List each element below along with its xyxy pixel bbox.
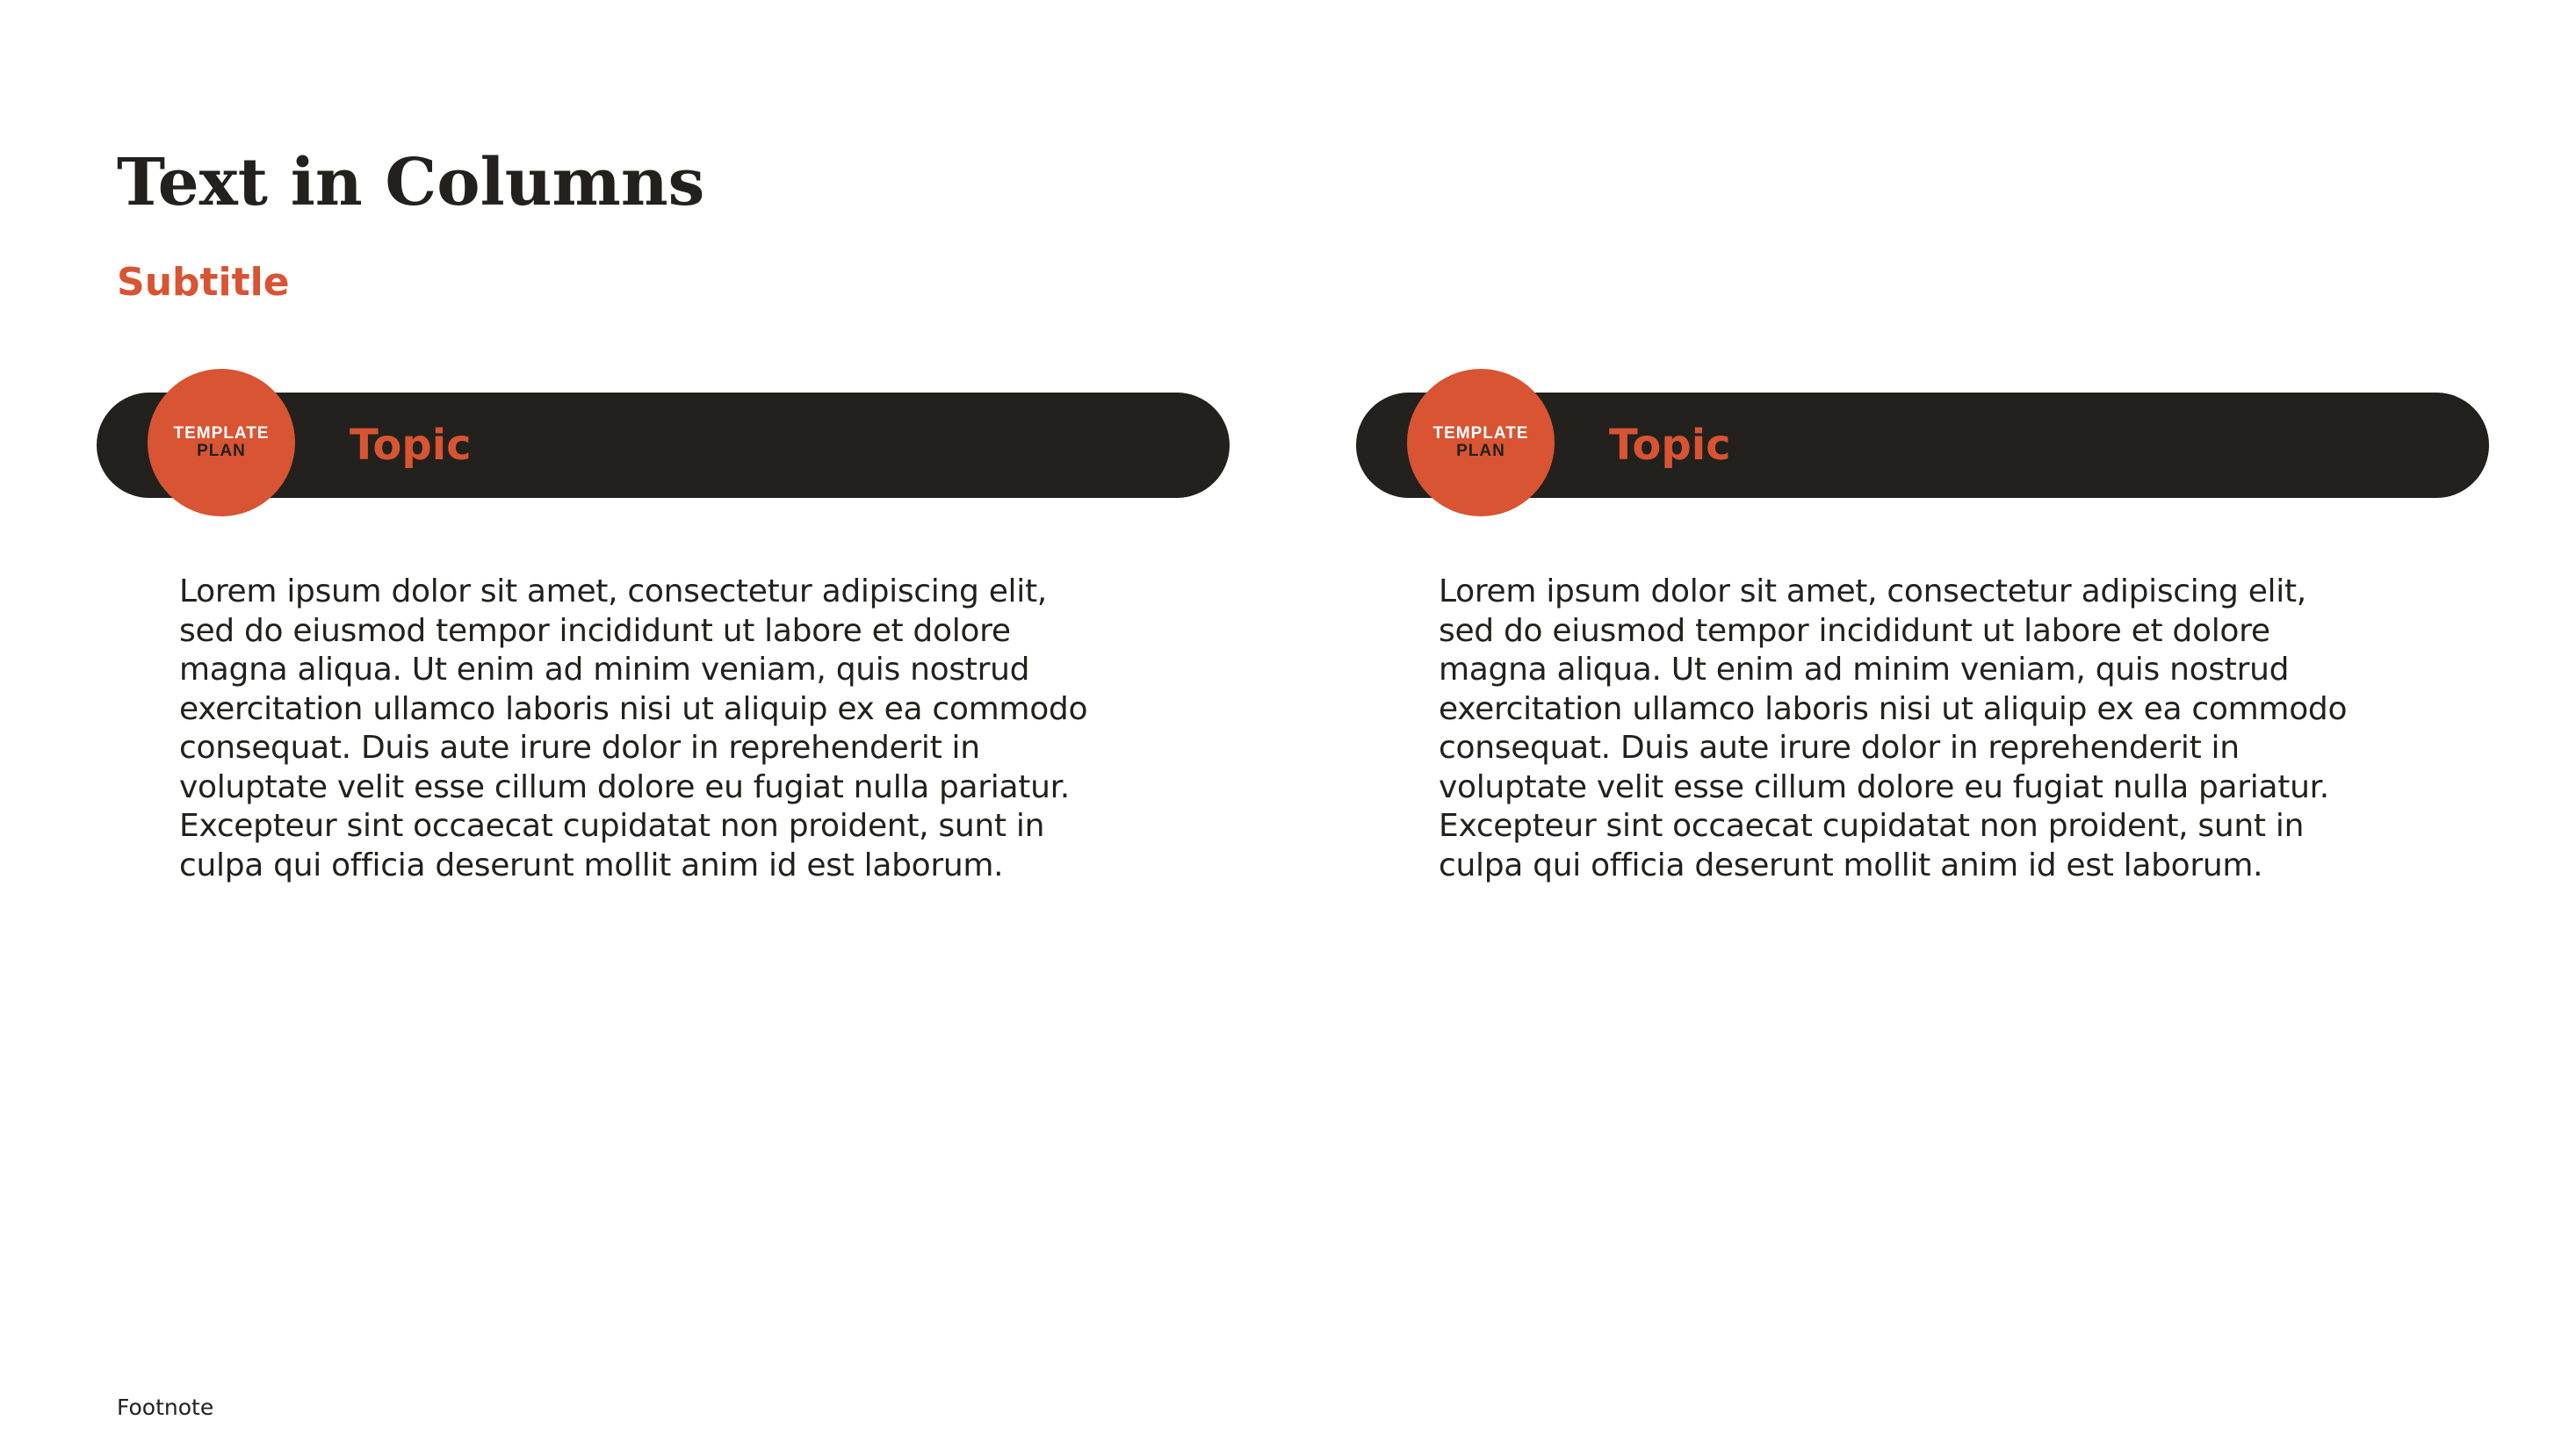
footnote: Footnote xyxy=(117,1395,214,1420)
topic-heading: Topic xyxy=(1609,421,1731,470)
column-right xyxy=(1356,369,2489,913)
template-plan-logo-badge xyxy=(1407,369,1555,516)
slide-subtitle: Subtitle xyxy=(117,260,290,305)
badge-line-2: PLAN xyxy=(1456,442,1505,460)
badge-line-1: TEMPLATE xyxy=(1432,424,1529,443)
column-body-text: Lorem ipsum dolor sit amet, consectetur adipiscing elit, sed do eiusmod tempor incididunt ut labore et dolore magna aliqua. Ut enim ad minim veniam, quis nostrud exercitation ullamco laboris nisi ut aliquip ex ea commodo consequat. Duis aute irure dolor in reprehenderit in voluptate velit esse cillum dolore eu fugiat nulla pariatur. Excepteur sint occaecat cupidatat non proident, sunt in culpa qui officia deserunt mollit anim id est laborum. xyxy=(179,573,1088,883)
slide-title: Text in Columns xyxy=(117,145,705,220)
topic-heading: Topic xyxy=(350,421,472,470)
template-plan-logo-badge xyxy=(148,369,295,516)
badge-line-2: PLAN xyxy=(197,442,246,460)
column-left xyxy=(97,369,1230,913)
badge-line-1: TEMPLATE xyxy=(173,424,270,443)
column-body-text: Lorem ipsum dolor sit amet, consectetur adipiscing elit, sed do eiusmod tempor incididunt ut labore et dolore magna aliqua. Ut enim ad minim veniam, quis nostrud exercitation ullamco laboris nisi ut aliquip ex ea commodo consequat. Duis aute irure dolor in reprehenderit in voluptate velit esse cillum dolore eu fugiat nulla pariatur. Excepteur sint occaecat cupidatat non proident, sunt in culpa qui officia deserunt mollit anim id est laborum. xyxy=(1439,573,2348,883)
